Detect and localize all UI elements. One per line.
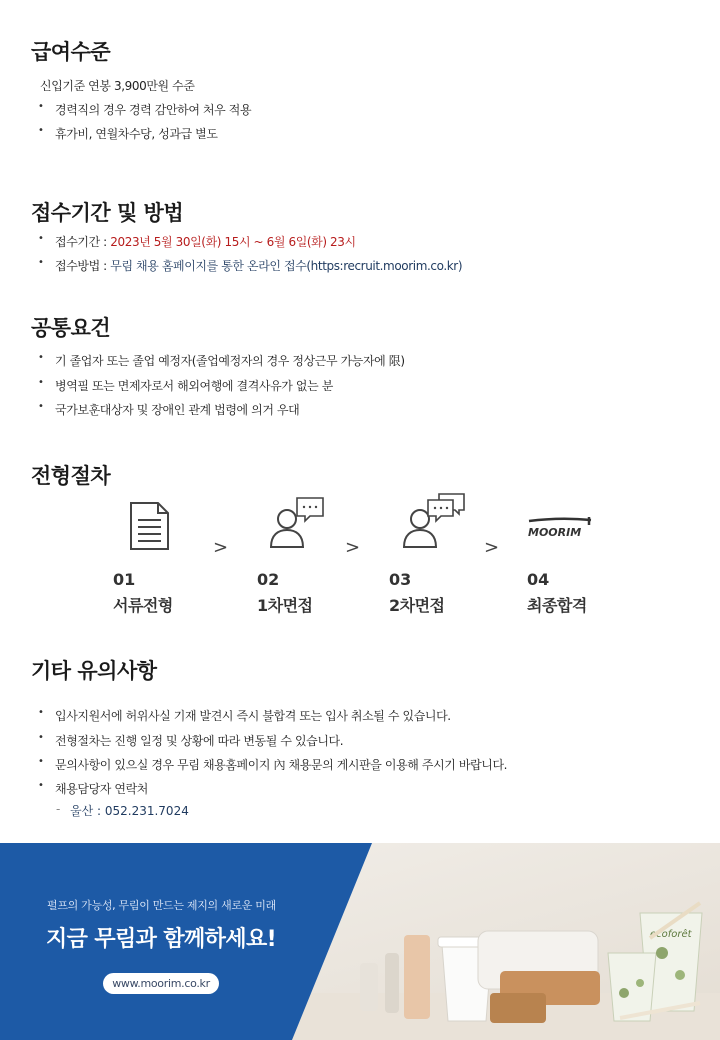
requirements-section-title: 공통요건 [31,316,111,340]
salary-section-title: 급여수준 [31,40,111,64]
bullet: • [38,352,44,363]
step-label-1: 서류전형 [113,596,173,615]
step-arrow-2: > [345,537,361,558]
bullet: • [38,732,44,743]
step-num-4: 04 [527,570,550,589]
method-label: 접수방법 : [55,259,111,273]
step-num-3: 03 [389,570,412,589]
step-num-1: 01 [113,570,136,589]
contact-dash: - [56,802,60,816]
period-label: 접수기간 : [55,235,111,249]
requirement-line-1: 기 졸업자 또는 졸업 예정자(졸업예정자의 경우 정상근무 가능자에 限) [55,354,405,368]
interview-person-icon [268,496,326,550]
bullet: • [38,125,44,136]
requirement-line-2: 병역필 또는 면제자로서 해외여행에 결격사유가 없는 분 [55,379,333,393]
application-period [55,233,356,250]
salary-line-1: 신입기준 연봉 3,900만원 수준 [40,79,195,93]
application-method [55,257,462,274]
bullet: • [38,401,44,412]
step-arrow-3: > [484,537,500,558]
bullet: • [38,780,44,791]
step-arrow-1: > [213,537,229,558]
note-line-4: 채용담당자 연락처 [55,782,148,796]
document-icon [128,500,172,552]
bullet: • [38,707,44,718]
bullet: • [38,233,44,244]
note-line-2: 전형절차는 진행 일정 및 상황에 따라 변동될 수 있습니다. [55,734,344,748]
step-label-2: 1차면접 [257,596,313,615]
process-section-title: 전형절차 [31,464,111,488]
cup-label: ecoforêt [650,929,692,940]
bullet: • [38,257,44,268]
step-num-2: 02 [257,570,280,589]
step-label-4: 최종합격 [527,596,587,615]
application-section-title: 접수기간 및 방법 [31,201,184,225]
moorim-logo-text: MOORIM [528,526,582,539]
interview-person-icon [401,492,467,550]
method-value: 무림 채용 홈페이지를 통한 온라인 접수(https:recruit.moorim.co.kr) [110,259,463,273]
step-label-3: 2차면접 [389,596,445,615]
note-line-1: 입사지원서에 허위사실 기재 발견시 즉시 불합격 또는 입사 취소될 수 있습니다. [55,709,451,723]
banner-subtitle: 펄프의 가능성, 무림이 만드는 제지의 새로운 미래 [47,899,276,912]
period-value: 2023년 5월 30일(화) 15시 ~ 6월 6일(화) 23시 [110,235,356,249]
requirement-line-3: 국가보훈대상자 및 장애인 관계 법령에 의거 우대 [55,403,300,417]
contact-phone: 울산 : 052.231.7024 [70,804,189,818]
note-line-3: 문의사항이 있으실 경우 무림 채용홈페이지 內 채용문의 게시판을 이용해 주시기 바랍니다. [55,758,508,772]
bullet: • [38,756,44,767]
bullet: • [38,101,44,112]
salary-line-3: 휴가비, 연월차수당, 성과급 별도 [55,127,218,141]
moorim-logo [527,515,593,539]
notes-section-title: 기타 유의사항 [31,659,157,683]
website-link-button[interactable]: www.moorim.co.kr [103,973,219,994]
tube-product [404,935,430,1019]
bullet: • [38,377,44,388]
banner-title: 지금 무림과 함께하세요! [46,927,277,952]
salary-line-2: 경력직의 경우 경력 감안하여 처우 적용 [55,103,252,117]
